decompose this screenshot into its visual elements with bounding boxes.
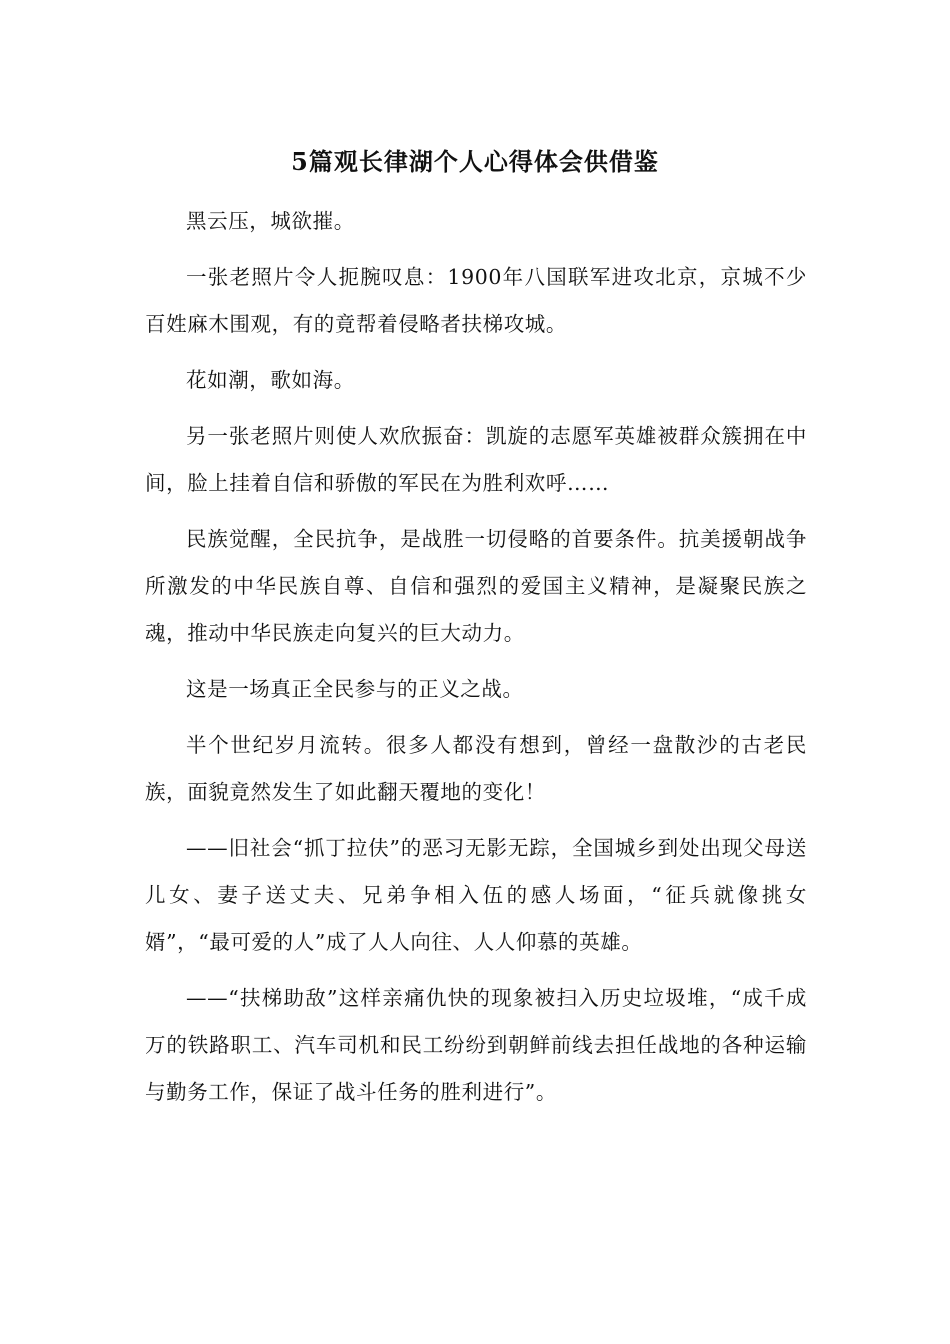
paragraph: 一张老照片令人扼腕叹息：1900年八国联军进攻北京，京城不少百姓麻木围观，有的竟帮着侵略者扶梯攻城。 [145,265,807,336]
paragraph: ——旧社会“抓丁拉伕”的恶习无影无踪，全国城乡到处出现父母送儿女、妻子送丈夫、兄弟争相入伍的感人场面，“征兵就像挑女婿”，“最可爱的人”成了人人向往、人人仰慕的英雄。 [145,836,807,954]
document-title: 5篇观长律湖个人心得体会供借鉴 [291,147,659,176]
paragraph: 这是一场真正全民参与的正义之战。 [186,677,524,701]
paragraph: 黑云压，城欲摧。 [186,209,355,233]
document-body [145,198,807,1125]
paragraph: 花如潮，歌如海。 [186,368,355,392]
paragraph: 半个世纪岁月流转。很多人都没有想到，曾经一盘散沙的古老民族，面貌竟然发生了如此翻天覆地的变化！ [145,733,807,804]
paragraph: 民族觉醒，全民抗争，是战胜一切侵略的首要条件。抗美援朝战争所激发的中华民族自尊、自信和强烈的爱国主义精神，是凝聚民族之魂，推动中华民族走向复兴的巨大动力。 [145,527,807,645]
paragraph: ——“扶梯助敌”这样亲痛仇快的现象被扫入历史垃圾堆，“成千成万的铁路职工、汽车司机和民工纷纷到朝鲜前线去担任战地的各种运输与勤务工作，保证了战斗任务的胜利进行”。 [145,986,807,1104]
paragraph: 另一张老照片则使人欢欣振奋：凯旋的志愿军英雄被群众簇拥在中间，脸上挂着自信和骄傲的军民在为胜利欢呼…… [145,424,807,495]
